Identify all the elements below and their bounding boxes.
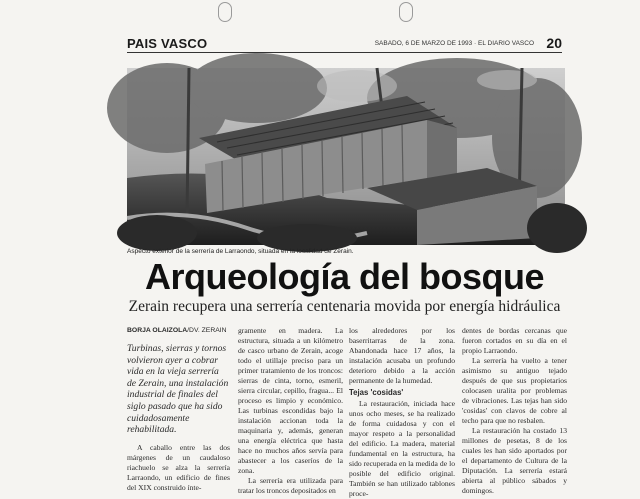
dateline: SABADO, 6 DE MARZO DE 1993 · EL DIARIO VASCO [374, 40, 534, 47]
subheadline: Zerain recupera una serrería centenaria movida por energía hidráulica [128, 298, 561, 315]
byline-location: /DV. ZERAIN [187, 327, 227, 334]
headline: Arqueología del bosque [144, 256, 545, 297]
sawmill-photo [127, 68, 565, 245]
article-column-1 [127, 326, 230, 492]
header-rule [127, 52, 562, 53]
article-column-2 [238, 326, 343, 495]
page-header [127, 36, 562, 52]
body-paragraph: A caballo entre las dos márgenes de un caudaloso riachuelo se alza la serrería Larraondo, un edificio de fines del XIX construido ínte- [127, 442, 230, 492]
article-column-3 [349, 326, 455, 498]
article-column-4 [462, 326, 567, 495]
sawmill-illustration [127, 68, 565, 245]
photo-caption: Aspecto exterior de la serrería de Larraondo, situada en la localidad de Zerain. [127, 248, 354, 255]
body-paragraph: dentes de bordas cercanas que fueron cortados en su día en el propio Larraondo. [462, 326, 567, 355]
body-paragraph: los alrededores por los baserritarras de la zona. Abandonada hace 17 años, la instalación acusaba un profundo deterioro debido a la acción permanente de la humedad. [349, 326, 455, 385]
body-paragraph: La restauración ha costado 13 millones de pesetas, 8 de los cuales les han sido aportados por el departamento de Cultura de la Diputación. La serrería estará abierta al público sábados y domingos. [462, 426, 567, 495]
body-paragraph: gramente en madera. La estructura, situada a un kilómetro de casco urbano de Zerain, acoge todo el utillaje preciso para un primer tratamiento de los troncos: sierras de cinta, torno, esmeril, sierra circular, cepillo, fragua... El proceso es limpio y económico. Las turbinas escondidas bajo la instalación accionan toda la maquinaria y, además, generan una energía eléctrica que hasta hace no muchos años servía para abastecer a los caseríos de la zona. [238, 326, 343, 475]
byline-author: BORJA OLAIZOLA [127, 327, 188, 334]
section-title: PAIS VASCO [127, 36, 208, 51]
body-paragraph: La restauración, iniciada hace unos ocho meses, se ha realizado de forma cuidadosa y con el mayor respeto a la personalidad del edificio. La madera, material fundamental en la estructura, ha sido recuperada en la medida de lo posible del edificio original. También se han utilizado tablones proce- [349, 399, 455, 498]
body-paragraph: La serrería ha vuelto a tener asimismo su antiguo tejado después de que sus propietarios colocasen uralita por problemas de vibraciones. Las tejas han sido 'cosidas' con clavos de cobre al techo para que no resbalen. [462, 356, 567, 425]
binder-ring-left [218, 2, 232, 22]
binder-ring-right [399, 2, 413, 22]
body-paragraph: La serrería era utilizada para tratar los troncos depositados en [238, 476, 343, 495]
page-number: 20 [546, 35, 562, 51]
byline [127, 326, 230, 336]
section-subtitle: Tejas 'cosidas' [349, 388, 404, 397]
lede-paragraph: Turbinas, sierras y tornos volvieron ayer a cobrar vida en la vieja serrería de Zerain, una instalación industrial de finales del siglo pasado que ha sido cuidadosamente rehabilitada. [127, 343, 229, 436]
